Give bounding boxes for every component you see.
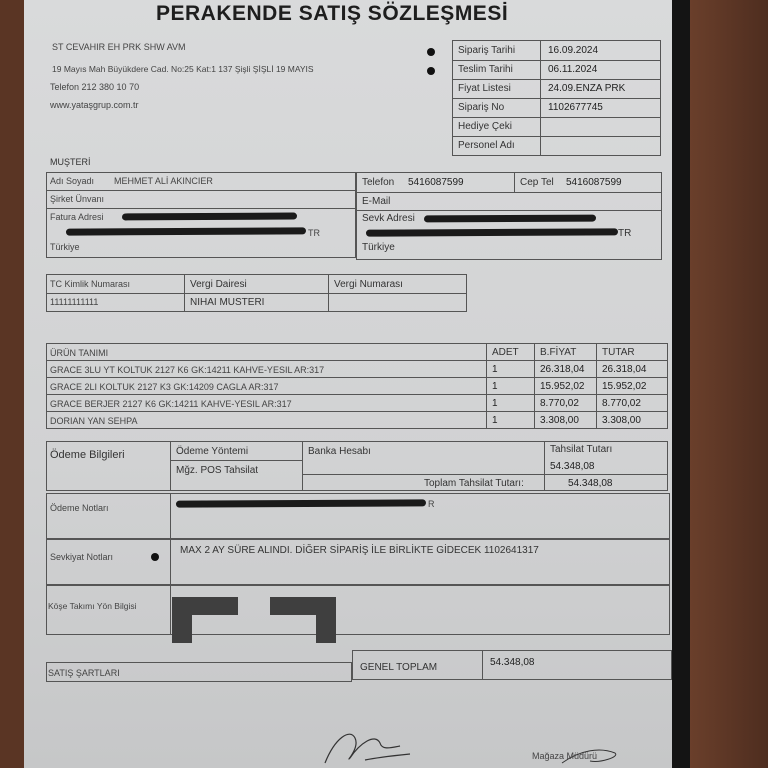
price-list-label: Fiyat Listesi bbox=[458, 83, 511, 94]
product-row-name: DORIAN YAN SEHPA bbox=[50, 416, 138, 426]
grand-total-value: 54.348,08 bbox=[490, 657, 535, 668]
order-number-label: Sipariş No bbox=[458, 102, 505, 113]
payment-section-title: Ödeme Bilgileri bbox=[50, 449, 125, 461]
product-row-qty: 1 bbox=[492, 364, 498, 375]
order-number-value: 1102677745 bbox=[548, 102, 603, 113]
invoice-country: Türkiye bbox=[50, 242, 80, 252]
payment-notes-tail: R bbox=[428, 499, 435, 509]
product-row-name: GRACE 3LU YT KOLTUK 2127 K6 GK:14211 KAHVE-YESIL AR:317 bbox=[50, 365, 325, 375]
customer-section-title: MUŞTERİ bbox=[50, 157, 91, 167]
corner-info-box bbox=[46, 585, 670, 635]
manager-signature bbox=[560, 745, 630, 767]
staff-name-label: Personel Adı bbox=[458, 140, 515, 151]
table-surface bbox=[690, 0, 768, 768]
product-row-qty: 1 bbox=[492, 381, 498, 392]
email-label: E-Mail bbox=[362, 196, 391, 207]
collection-label: Tahsilat Tutarı bbox=[550, 444, 613, 455]
product-row-total: 8.770,02 bbox=[602, 398, 641, 409]
product-row-total: 26.318,04 bbox=[602, 364, 647, 375]
collection-value: 54.348,08 bbox=[550, 461, 595, 472]
product-row-qty: 1 bbox=[492, 415, 498, 426]
shipping-notes-label: Sevkiyat Notları bbox=[50, 552, 114, 562]
company-label: Şirket Ünvanı bbox=[50, 194, 105, 204]
product-row-price: 26.318,04 bbox=[540, 364, 585, 375]
order-date-label: Sipariş Tarihi bbox=[458, 45, 516, 56]
store-phone: Telefon 212 380 10 70 bbox=[50, 82, 140, 92]
delivery-date-value: 06.11.2024 bbox=[548, 64, 598, 75]
payment-method-label: Ödeme Yöntemi bbox=[176, 446, 249, 457]
product-row-price: 3.308,00 bbox=[540, 415, 579, 426]
product-row-qty: 1 bbox=[492, 398, 498, 409]
product-header-total: TUTAR bbox=[602, 347, 635, 358]
redacted-invoice-address bbox=[66, 227, 306, 235]
corner-sofa-left-icon bbox=[172, 597, 238, 643]
tax-office-label: Vergi Dairesi bbox=[190, 279, 247, 290]
ship-tr: TR bbox=[618, 228, 632, 239]
order-date-value: 16.09.2024 bbox=[548, 45, 599, 56]
payment-notes-label: Ödeme Notları bbox=[50, 503, 109, 513]
store-address: 19 Mayıs Mah Büyükdere Cad. No:25 Kat:1 137 Şişli ŞİŞLİ 19 MAYIS bbox=[52, 64, 314, 74]
customer-name-label: Adı Soyadı bbox=[50, 176, 95, 186]
total-collection-label: Toplam Tahsilat Tutarı: bbox=[424, 478, 524, 489]
document-title: PERAKENDE SATIŞ SÖZLEŞMESİ bbox=[156, 2, 509, 25]
corner-info-label: Köşe Takımı Yön Bilgisi bbox=[48, 601, 137, 611]
bullet-icon bbox=[427, 67, 435, 75]
gift-voucher-label: Hediye Çeki bbox=[458, 121, 512, 132]
product-row-name: GRACE 2LI KOLTUK 2127 K3 GK:14209 CAGLA AR:317 bbox=[50, 382, 279, 392]
product-row-price: 8.770,02 bbox=[540, 398, 579, 409]
product-row-total: 3.308,00 bbox=[602, 415, 641, 426]
payment-method-value: Mğz. POS Tahsilat bbox=[176, 465, 259, 476]
grand-total-label: GENEL TOPLAM bbox=[360, 662, 438, 673]
product-row-price: 15.952,02 bbox=[540, 381, 585, 392]
mobile-label: Cep Tel bbox=[520, 177, 554, 188]
customer-name: MEHMET ALİ AKINCIER bbox=[114, 176, 213, 186]
shipping-notes-value: MAX 2 AY SÜRE ALINDI. DİĞER SİPARİŞ İLE BİRLİKTE GİDECEK 1102641317 bbox=[180, 545, 539, 556]
bullet-icon bbox=[427, 48, 435, 56]
total-collection-value: 54.348,08 bbox=[568, 478, 613, 489]
product-header-qty: ADET bbox=[492, 347, 519, 358]
price-list-value: 24.09.ENZA PRK bbox=[548, 83, 626, 94]
ship-country: Türkiye bbox=[362, 242, 395, 253]
tc-id-value: 11111111111 bbox=[50, 297, 99, 307]
phone-value: 5416087599 bbox=[408, 177, 464, 188]
customer-signature bbox=[320, 718, 420, 768]
product-row-total: 15.952,02 bbox=[602, 381, 647, 392]
redacted-ship-address bbox=[424, 215, 596, 223]
terms-label: SATIŞ ŞARTLARI bbox=[48, 668, 120, 678]
tc-id-label: TC Kimlik Numarası bbox=[50, 279, 131, 289]
phone-label: Telefon bbox=[362, 177, 395, 188]
store-web: www.yataşgrup.com.tr bbox=[50, 100, 139, 110]
bank-account-label: Banka Hesabı bbox=[308, 446, 371, 457]
store-manager-label: Mağaza Müdürü bbox=[532, 751, 598, 761]
product-header-name: ÜRÜN TANIMI bbox=[50, 348, 109, 358]
mobile-value: 5416087599 bbox=[566, 177, 622, 188]
paper-dark-edge bbox=[672, 0, 690, 768]
redacted-invoice-address bbox=[122, 213, 297, 221]
bullet-icon bbox=[151, 553, 159, 561]
tax-office-value: NIHAI MUSTERI bbox=[190, 297, 265, 308]
invoice-tr: TR bbox=[308, 228, 320, 238]
redacted-payment-notes bbox=[176, 499, 426, 507]
ship-address-label: Sevk Adresi bbox=[362, 213, 415, 224]
tax-number-label: Vergi Numarası bbox=[334, 279, 403, 290]
redacted-ship-address bbox=[366, 228, 618, 236]
product-header-price: B.FİYAT bbox=[540, 347, 577, 358]
invoice-address-label: Fatura Adresi bbox=[50, 212, 104, 222]
corner-sofa-right-icon bbox=[270, 597, 336, 643]
store-name: ST CEVAHIR EH PRK SHW AVM bbox=[52, 42, 186, 52]
delivery-date-label: Teslim Tarihi bbox=[458, 64, 513, 75]
product-row-name: GRACE BERJER 2127 K6 GK:14211 KAHVE-YESIL AR:317 bbox=[50, 399, 292, 409]
